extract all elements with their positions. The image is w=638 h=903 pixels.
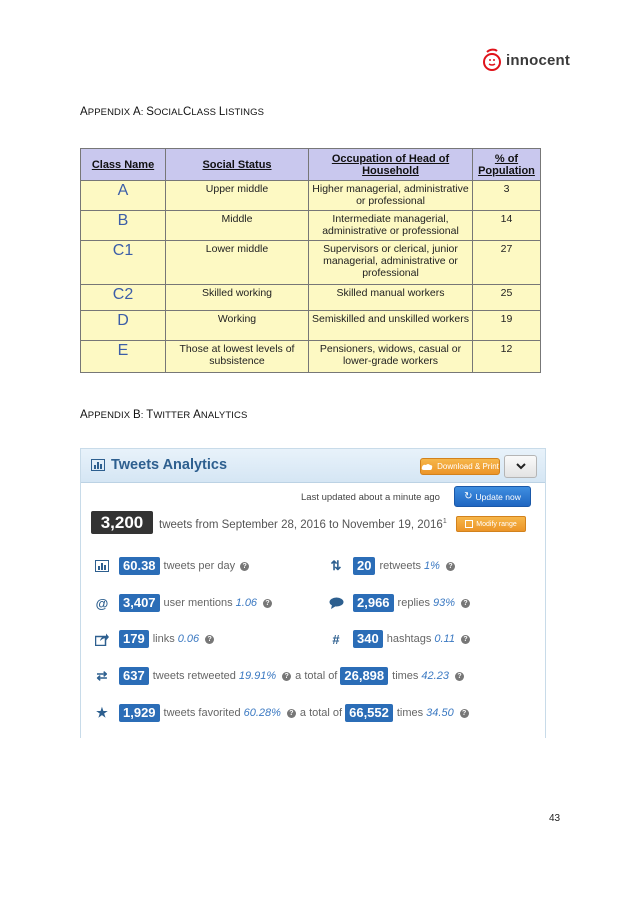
pct-cell: 25 [473, 285, 541, 311]
class-cell: C1 [81, 241, 166, 285]
status-cell: Skilled working [166, 285, 309, 311]
header-occupation: Occupation of Head of Household [309, 149, 473, 181]
speech-bubble-icon [327, 597, 345, 609]
header-class-name: Class Name [81, 149, 166, 181]
occupation-cell: Supervisors or clerical, junior managerial, administrative or professional [309, 241, 473, 285]
update-now-button[interactable]: ↻ Update now [454, 486, 531, 507]
table-row [81, 285, 541, 311]
pct-cell: 3 [473, 181, 541, 211]
innocent-logo [481, 48, 570, 72]
appendix-a-heading: APPENDIX A: SOCIALCLASS LISTINGS [80, 106, 265, 118]
bar-chart-icon [91, 459, 105, 471]
stat-links: 179 links 0.06 ? [93, 629, 214, 649]
occupation-cell: Skilled manual workers [309, 285, 473, 311]
refresh-icon: ↻ [464, 491, 473, 502]
stat-user-mentions: @ 3,407 user mentions 1.06 ? [93, 593, 272, 613]
stat-tweets-favorited: ★ 1,929 tweets favorited 60.28% ? a total of 66,552 times 34.50 ? [93, 703, 469, 723]
help-icon[interactable]: ? [287, 709, 296, 718]
chevron-down-icon [516, 463, 526, 470]
status-cell: Upper middle [166, 181, 309, 211]
stat-replies: 2,966 replies 93% ? [327, 593, 470, 613]
help-icon[interactable]: ? [240, 562, 249, 571]
header-population: % of Population [473, 149, 541, 181]
hashtag-icon: # [332, 631, 340, 647]
help-icon[interactable]: ? [455, 672, 464, 681]
appendix-b-heading: APPENDIX B: TWITTER ANALYTICS [80, 409, 248, 421]
table-row [81, 241, 541, 285]
help-icon[interactable]: ? [263, 599, 272, 608]
retweet-icon: ⇅ [330, 558, 342, 573]
occupation-cell: Intermediate managerial, administrative or professional [309, 211, 473, 241]
table-row [81, 181, 541, 211]
share-link-icon [93, 633, 111, 646]
logo-text: innocent [506, 51, 571, 69]
modify-range-button[interactable]: Modify range [456, 516, 526, 532]
last-updated-text: Last updated about a minute ago [301, 492, 440, 503]
innocent-face-icon [481, 48, 503, 72]
help-icon[interactable]: ? [461, 599, 470, 608]
status-cell: Middle [166, 211, 309, 241]
help-icon[interactable]: ? [205, 635, 214, 644]
class-cell: B [81, 211, 166, 241]
pct-cell: 12 [473, 341, 541, 373]
stat-tweets-per-day: 60.38 tweets per day ? [93, 556, 249, 576]
class-cell: A [81, 181, 166, 211]
total-tweets-range: tweets from September 28, 2016 to November 19, 2016$^1$ [159, 518, 447, 531]
bar-chart-icon [93, 560, 111, 572]
occupation-cell: Semiskilled and unskilled workers [309, 311, 473, 341]
occupation-cell: Higher managerial, administrative or professional [309, 181, 473, 211]
star-icon: ★ [96, 705, 108, 720]
social-class-table [80, 148, 541, 373]
class-cell: C2 [81, 285, 166, 311]
table-row [81, 311, 541, 341]
status-cell: Those at lowest levels of subsistence [166, 341, 309, 373]
stat-tweets-retweeted: ⇄ 637 tweets retweeted 19.91% ? a total of 26,898 times 42.23 ? [93, 666, 464, 686]
stat-retweets: ⇅ 20 retweets 1% ? [327, 556, 455, 576]
stat-hashtags: # 340 hashtags 0.11 ? [327, 629, 470, 649]
total-tweets-count: 3,200 [91, 511, 153, 534]
analytics-header [81, 449, 545, 483]
help-icon[interactable]: ? [446, 562, 455, 571]
at-mention-icon: @ [95, 595, 109, 611]
class-cell: D [81, 311, 166, 341]
calendar-icon [465, 520, 473, 528]
pct-cell: 14 [473, 211, 541, 241]
status-cell: Working [166, 311, 309, 341]
options-dropdown-button[interactable] [504, 455, 537, 478]
pct-cell: 27 [473, 241, 541, 285]
table-row [81, 341, 541, 373]
status-cell: Lower middle [166, 241, 309, 285]
class-cell: E [81, 341, 166, 373]
table-row [81, 211, 541, 241]
header-social-status: Social Status [166, 149, 309, 181]
retweet-icon: ⇄ [96, 668, 108, 683]
download-print-button[interactable]: Download & Print [420, 458, 500, 475]
help-icon[interactable]: ? [282, 672, 291, 681]
help-icon[interactable]: ? [460, 709, 469, 718]
analytics-title: Tweets Analytics [91, 457, 227, 473]
help-icon[interactable]: ? [461, 635, 470, 644]
cloud-download-icon [421, 463, 433, 471]
page-number: 43 [549, 813, 561, 824]
tweets-analytics-panel [80, 448, 546, 738]
occupation-cell: Pensioners, widows, casual or lower-grade workers [309, 341, 473, 373]
pct-cell: 19 [473, 311, 541, 341]
